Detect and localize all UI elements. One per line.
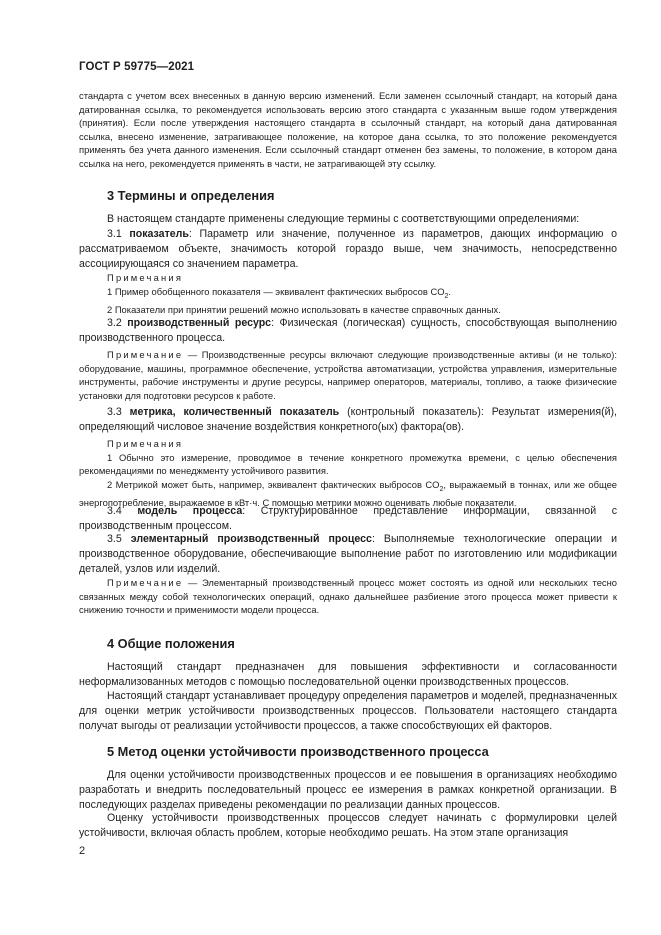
term-3-2-note — [79, 348, 617, 402]
term-3-3-notes — [79, 437, 617, 509]
term-number: 3.5 — [107, 533, 131, 545]
note-text-end: , выражаемый в тоннах, или же общее энергопотребление, выражаемое в кВт·ч. С помощью метрики можно оценивать любые показатели. — [79, 478, 618, 508]
notes-label: Примечания — [107, 438, 184, 449]
note-text: 2 Метрикой может быть, например, эквивалент фактических выбросов CO — [107, 478, 440, 490]
section-4-paragraph-2: Настоящий стандарт устанавливает процедуру определения параметров и моделей, предназначенных для оценки метрик устойчивости производственных процессов. Пользователи настоящего стандарта получат выгоды от реализации устойчивости процессов, а также способствующих ей факторов. — [79, 690, 617, 733]
term-number: 3.1 — [107, 228, 130, 240]
term-name: метрика, количественный показатель — [129, 406, 340, 418]
page-number: 2 — [79, 845, 86, 857]
section-3-heading: 3 Термины и определения — [107, 188, 275, 203]
notes-label: Примечания — [107, 272, 184, 283]
section-4-paragraph-1: Настоящий стандарт предназначен для повышения эффективности и согласованности неформализованных методов с помощью последовательной оценки производственных процессов. — [79, 661, 617, 689]
section-5-paragraph-1: Для оценки устойчивости производственных процессов и ее повышения в организациях необходимо разработать и внедрить последовательный процесс ее измерения в рамках конкретной организации. В последующих разделах приведены рекомендации по реализации данных процессов. — [79, 769, 617, 812]
term-number: 3.4 — [107, 505, 138, 517]
term-3-2 — [79, 316, 617, 346]
note-dash: — — [183, 349, 202, 360]
term-name: модель процесса — [137, 505, 243, 517]
term-definition: : Выполняемые технологические операции и производственное оборудование, обеспечивающие выполнение работ по изготовлению или модификации деталей, узлов или изделий. — [79, 533, 618, 576]
section-5-heading: 5 Метод оценки устойчивости производственного процесса — [107, 744, 489, 759]
note-text: 1 Пример обобщенного показателя — эквивалент фактических выбросов CO — [107, 285, 445, 297]
term-3-4 — [79, 504, 617, 534]
note-1: 1 Обычно это измерение, проводимое в течение конкретного промежутка времени, с целью обеспечения рекомендациями по менеджменту устойчивого развития. — [79, 451, 617, 476]
note-1 — [79, 285, 617, 303]
intro-paragraph: стандарта с учетом всех внесенных в данную версию изменений. Если заменен ссылочный стандарт, на который дана датированная ссылка, то рекомендуется использовать версию этого стандарта с указанным выше годом утверждения (принятия). Если после утверждения настоящего стандарта в ссылочный стандарт, на который дана датированная ссылка, внесено изменение, затрагивающее положение, на которое дана ссылка, то это положение рекомендуется применять без учета данного изменения. Если ссылочный стандарт отменен без замены, то положение, в котором дана ссылка на него, рекомендуется применять в части, не затрагивающей эту ссылку. — [79, 90, 617, 169]
term-3-1 — [79, 227, 617, 273]
term-3-3 — [79, 405, 617, 435]
term-name: показатель — [129, 228, 189, 240]
term-definition: : Структурированное представление информации, связанной с производственным процессом. — [79, 505, 617, 533]
term-definition: (контрольный показатель): Результат измерения(й), определяющий числовое значение воздействия конкретного(ых) фактора(ов). — [79, 406, 617, 434]
term-3-5-note — [79, 576, 617, 617]
note-text-end: . — [448, 285, 452, 297]
section-4-heading: 4 Общие положения — [107, 636, 235, 651]
term-3-1-notes — [79, 271, 617, 316]
note-text: Элементарный производственный процесс может состоять из одной или нескольких тесно связанных между собой технологических операций, однако дальнейшее разбиение этого процесса может привести к снижению точности и применимости модели процесса. — [79, 577, 617, 615]
term-number: 3.3 — [107, 406, 130, 418]
note-text: Производственные ресурсы включают следующие производственные активы (и не только): оборудование, машины, программное обеспечение, устройства автоматизации, устройства управления, измерительные инструменты, рабочие инструменты и другие ресурсы, например операторов, материалы, топливо, а также физические установки для подготовки ресурсов к работе. — [79, 349, 617, 401]
section-5-paragraph-2: Оценку устойчивости производственных процессов следует начинать с формулировки целей устойчивости, включая область проблем, которые необходимо решать. На этом этапе организация — [79, 812, 617, 840]
note-label: Примечание — [107, 349, 184, 360]
note-label: Примечание — [107, 577, 184, 588]
section-3-intro: В настоящем стандарте применены следующие термины с соответствующими определениями: — [107, 213, 580, 225]
term-number: 3.2 — [107, 317, 128, 329]
subscript: 2 — [439, 485, 444, 493]
standard-header: ГОСТ Р 59775—2021 — [79, 61, 195, 73]
note-dash: — — [183, 577, 202, 588]
note-2: 2 Показатели при принятии решений можно использовать в качестве справочных данных. — [107, 303, 501, 315]
term-3-5 — [79, 532, 617, 578]
term-name: производственный ресурс — [127, 317, 272, 329]
term-definition: : Параметр или значение, полученное из параметров, дающих информацию о рассматриваемом объекте, значимость которой гораздо выше, чем значимость, непосредственно ассоциирующаяся со значением параметра. — [79, 228, 617, 271]
term-definition: : Физическая (логическая) сущность, способствующая выполнению производственного процесса. — [79, 317, 617, 345]
term-name: элементарный производственный процесс — [130, 533, 372, 545]
subscript: 2 — [444, 292, 449, 300]
